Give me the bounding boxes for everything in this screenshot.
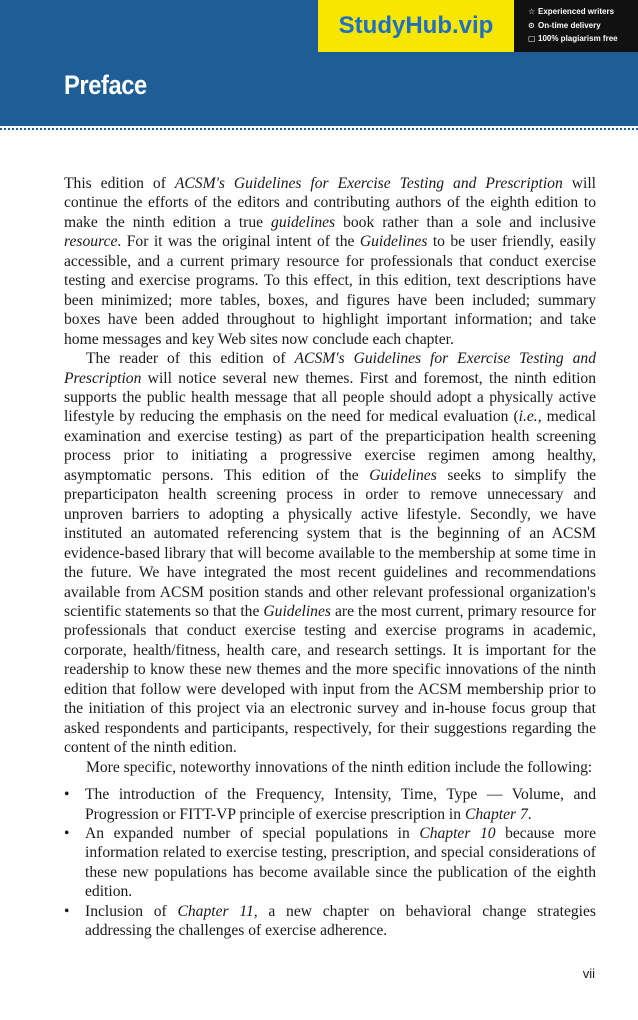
ad-feature-item (528, 5, 638, 19)
ad-feature-item (528, 19, 638, 33)
chapter-reference: Chapter 10 (419, 824, 496, 842)
innovations-list (64, 785, 596, 941)
ad-feature-text: Experienced writers (538, 7, 615, 16)
book-title: ACSM's Guidelines for Exercise Testing and Prescription (64, 350, 596, 387)
page-number: vii (582, 966, 595, 981)
list-item: • Inclusion of Chapter 11, a new chapter on behavioral change strategies addressing the challenges of exercise adherence. (64, 902, 596, 940)
paragraph-3: More specific, noteworthy innovations of the ninth edition include the following: (86, 758, 593, 776)
ad-feature-text: On-time delivery (538, 20, 601, 30)
chapter-reference: Chapter 11 (177, 902, 254, 920)
document-icon: ▢ (528, 34, 536, 43)
header-dotted-divider (0, 128, 638, 130)
bullet-icon: • (64, 786, 70, 804)
preface-body (64, 174, 596, 941)
chapter-reference: Chapter 7 (464, 805, 528, 823)
ad-feature-text: 100% plagiarism free (538, 34, 618, 43)
studyhub-logo[interactable]: StudyHub.vip (318, 0, 514, 52)
page-title: Preface (64, 70, 147, 100)
paragraph-1: This edition of ACSM's Guidelines for Exercise Testing and Prescription will continue the efforts of the editors and contributing authors of the eighth edition to make the ninth edition a true guidelines book rather than a sole and inclusive resource. For it was the original intent of the Guidelines to be user friendly, easily accessible, and a current primary resource for professionals that conduct exercise testing and exercise programs. To this effect, in this edition, text descriptions have been minimized; more tables, boxes, and figures have been included; summary boxes have been added throughout to highlight important information; and take home messages and key Web sites now conclude each chapter. (64, 175, 596, 348)
clock-icon: ⊙ (528, 20, 535, 30)
ad-banner[interactable] (318, 0, 638, 52)
bullet-icon: • (64, 824, 70, 842)
paragraph-2: The reader of this edition of ACSM's Guidelines for Exercise Testing and Prescription will notice several new themes. First and foremost, the ninth edition supports the public health message that all people should adopt a physically active lifestyle by reducing the emphasis on the need for medical evaluation (i.e., medical examination and exercise testing) as part of the preparticipation health screening process prior to initiating a progressive exercise regimen among healthy, asymptomatic persons. This edition of the Guidelines seeks to simplify the preparticipaton health screening process in order to remove unnecessary and unproven barriers to adopting a physically active lifestyle. Secondly, we have instituted an automated referencing system that is the beginning of an ACSM evidence-based library that will become available to the membership at some time in the future. We have integrated the most recent guidelines and recommendations available from ACSM position stands and other relevant professional organization's scientific statements so that the Guidelines are the most current, primary resource for professionals that conduct exercise testing and exercise programs in academic, corporate, health/fitness, health care, and research settings. It is important for the readership to know these new themes and the more specific innovations of the ninth edition that follow were developed with input from the ACSM membership prior to the initiation of this project via an electronic survey and in-house focus group that asked respondents and participants, respectively, for their suggestions regarding the content of the ninth edition. (64, 350, 596, 757)
list-item: • The introduction of the Frequency, Intensity, Time, Type — Volume, and Progression or FITT-VP principle of exercise prescription in Chapter 7. (64, 786, 596, 823)
star-icon: ☆ (528, 7, 536, 16)
list-item: • An expanded number of special populations in Chapter 10 because more information related to exercise testing, prescription, and special considerations of these new populations has become available since the publication of the eighth edition. (64, 824, 596, 901)
ad-feature-item (528, 32, 638, 46)
ad-feature-list (528, 5, 638, 46)
bullet-icon: • (64, 902, 70, 920)
book-title: ACSM's Guidelines for Exercise Testing and Prescription (174, 175, 563, 192)
